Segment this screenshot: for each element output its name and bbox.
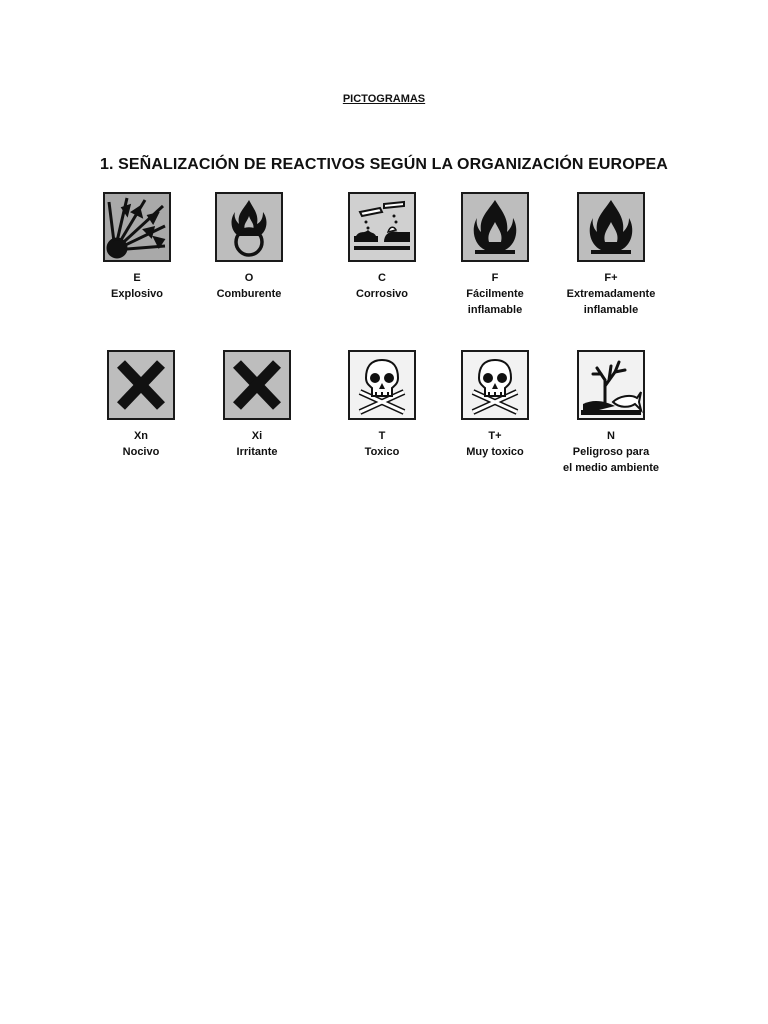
- pictogram-code: Xn: [133, 430, 149, 442]
- pictogram-label: Fácilmente: [466, 288, 524, 300]
- pictogram-label: Explosivo: [111, 288, 163, 300]
- corrosive-icon: [348, 192, 416, 262]
- skull-crossbones-icon: [348, 350, 416, 420]
- pictogram-code: F+: [604, 272, 618, 284]
- dead-tree-fish-icon: [577, 350, 645, 420]
- cross-icon: [107, 350, 175, 420]
- pictogram-label: Extremadamente: [566, 288, 656, 300]
- section-heading: 1. SEÑALIZACIÓN DE REACTIVOS SEGÚN LA ORGANIZACIÓN EUROPEA: [100, 156, 668, 173]
- pictogram-code: Xi: [251, 430, 263, 442]
- cross-icon: [223, 350, 291, 420]
- pictogram-code: N: [607, 430, 615, 442]
- pictogram-label: Peligroso para: [572, 446, 650, 458]
- pictogram-label: Muy toxico: [466, 446, 524, 458]
- pictogram-label: Comburente: [216, 288, 282, 300]
- flame-icon: [577, 192, 645, 262]
- pictogram-label: Nocivo: [122, 446, 160, 458]
- pictogram-code: E: [133, 272, 141, 284]
- pictogram-code: T+: [488, 430, 502, 442]
- pictogram-label: inflamable: [583, 304, 639, 316]
- pictogram-extremely-flammable: [536, 192, 686, 318]
- pictogram-environment: [536, 350, 686, 476]
- pictogram-code: F: [491, 272, 499, 284]
- pictogram-label: el medio ambiente: [563, 462, 659, 474]
- pictogram-code: O: [244, 272, 254, 284]
- pictogram-label: Irritante: [236, 446, 278, 458]
- pictogram-label: inflamable: [467, 304, 523, 316]
- oxidizing-flame-icon: [215, 192, 283, 262]
- explosive-icon: [103, 192, 171, 262]
- pictogram-label: Corrosivo: [356, 288, 408, 300]
- page-title: PICTOGRAMAS: [342, 93, 426, 105]
- pictogram-label: Toxico: [364, 446, 400, 458]
- flame-icon: [461, 192, 529, 262]
- pictogram-oxidizing: [174, 192, 324, 302]
- pictogram-code: T: [378, 430, 386, 442]
- pictogram-code: C: [378, 272, 386, 284]
- skull-crossbones-icon: [461, 350, 529, 420]
